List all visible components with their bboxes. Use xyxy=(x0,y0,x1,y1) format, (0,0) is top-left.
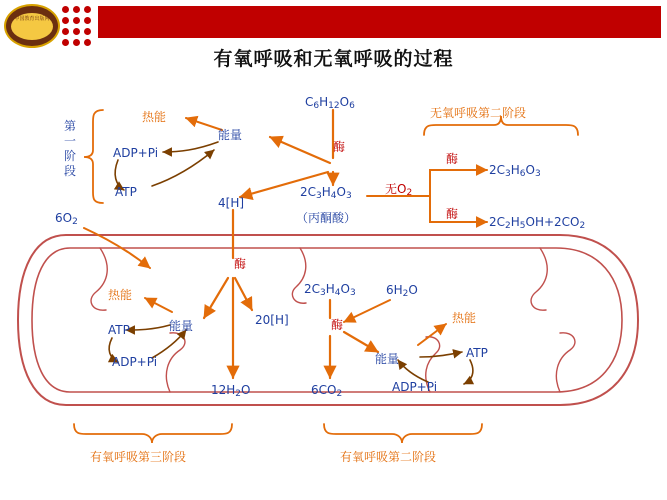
label-pyruvate-cytosol: $2C_3H_4O_3$ xyxy=(300,185,352,201)
label-adp-pi-stage2: ADP+Pi xyxy=(392,380,438,394)
label-aerobic-stage3: 有氧呼吸第三阶段 xyxy=(90,450,187,464)
label-six-water: $6H_2O$ xyxy=(386,283,418,299)
label-pyruvate-mito: $2C_3H_4O_3$ xyxy=(304,282,356,298)
label-glucose: $C_6H_{12}O_6$ xyxy=(305,95,355,111)
label-atp-stage3: ATP xyxy=(108,323,130,337)
label-water-out: $12H_2O$ xyxy=(211,383,251,399)
label-heat-stage3: 热能 xyxy=(108,288,133,302)
label-20h: 20[H] xyxy=(255,313,289,327)
label-no-oxygen: 无$O_2$ xyxy=(385,182,413,198)
label-lactate: $2C_3H_6O_3$ xyxy=(489,163,541,179)
label-atp-stage1: ATP xyxy=(115,185,137,199)
label-energy-stage3: 能量 xyxy=(169,319,194,333)
label-atp-stage2: ATP xyxy=(466,346,488,360)
label-stage1-bracket: 第一阶段 xyxy=(63,119,76,178)
label-anaerobic-stage2: 无氧呼吸第二阶段 xyxy=(430,106,527,120)
label-adp-pi-stage1: ADP+Pi xyxy=(113,146,159,160)
label-enzyme-anaerobic-1: 酶 xyxy=(446,152,459,166)
logo-text: 中国教育出版网 xyxy=(14,16,50,22)
label-heat-stage1: 热能 xyxy=(142,110,167,124)
label-energy-stage1: 能量 xyxy=(218,128,243,142)
label-enzyme-cytosol: 酶 xyxy=(333,140,346,154)
label-six-co2: $6CO_2$ xyxy=(311,383,343,399)
label-pyruvate-name: （丙酮酸） xyxy=(296,211,357,225)
label-aerobic-stage2: 有氧呼吸第二阶段 xyxy=(340,450,437,464)
label-4h: 4[H] xyxy=(218,196,245,210)
label-enzyme-mito-mid: 酶 xyxy=(331,318,344,332)
label-adp-pi-stage3: ADP+Pi xyxy=(112,355,158,369)
label-ethanol-co2: $2C_2H_5OH+2CO_2$ xyxy=(489,215,586,231)
label-enzyme-mito-left: 酶 xyxy=(234,257,247,271)
label-enzyme-anaerobic-2: 酶 xyxy=(446,207,459,221)
label-energy-stage2: 能量 xyxy=(375,352,400,366)
label-oxygen-in: $6O_2$ xyxy=(55,211,78,227)
label-heat-stage2: 热能 xyxy=(452,311,477,325)
page-title: 有氧呼吸和无氧呼吸的过程 xyxy=(213,48,454,70)
